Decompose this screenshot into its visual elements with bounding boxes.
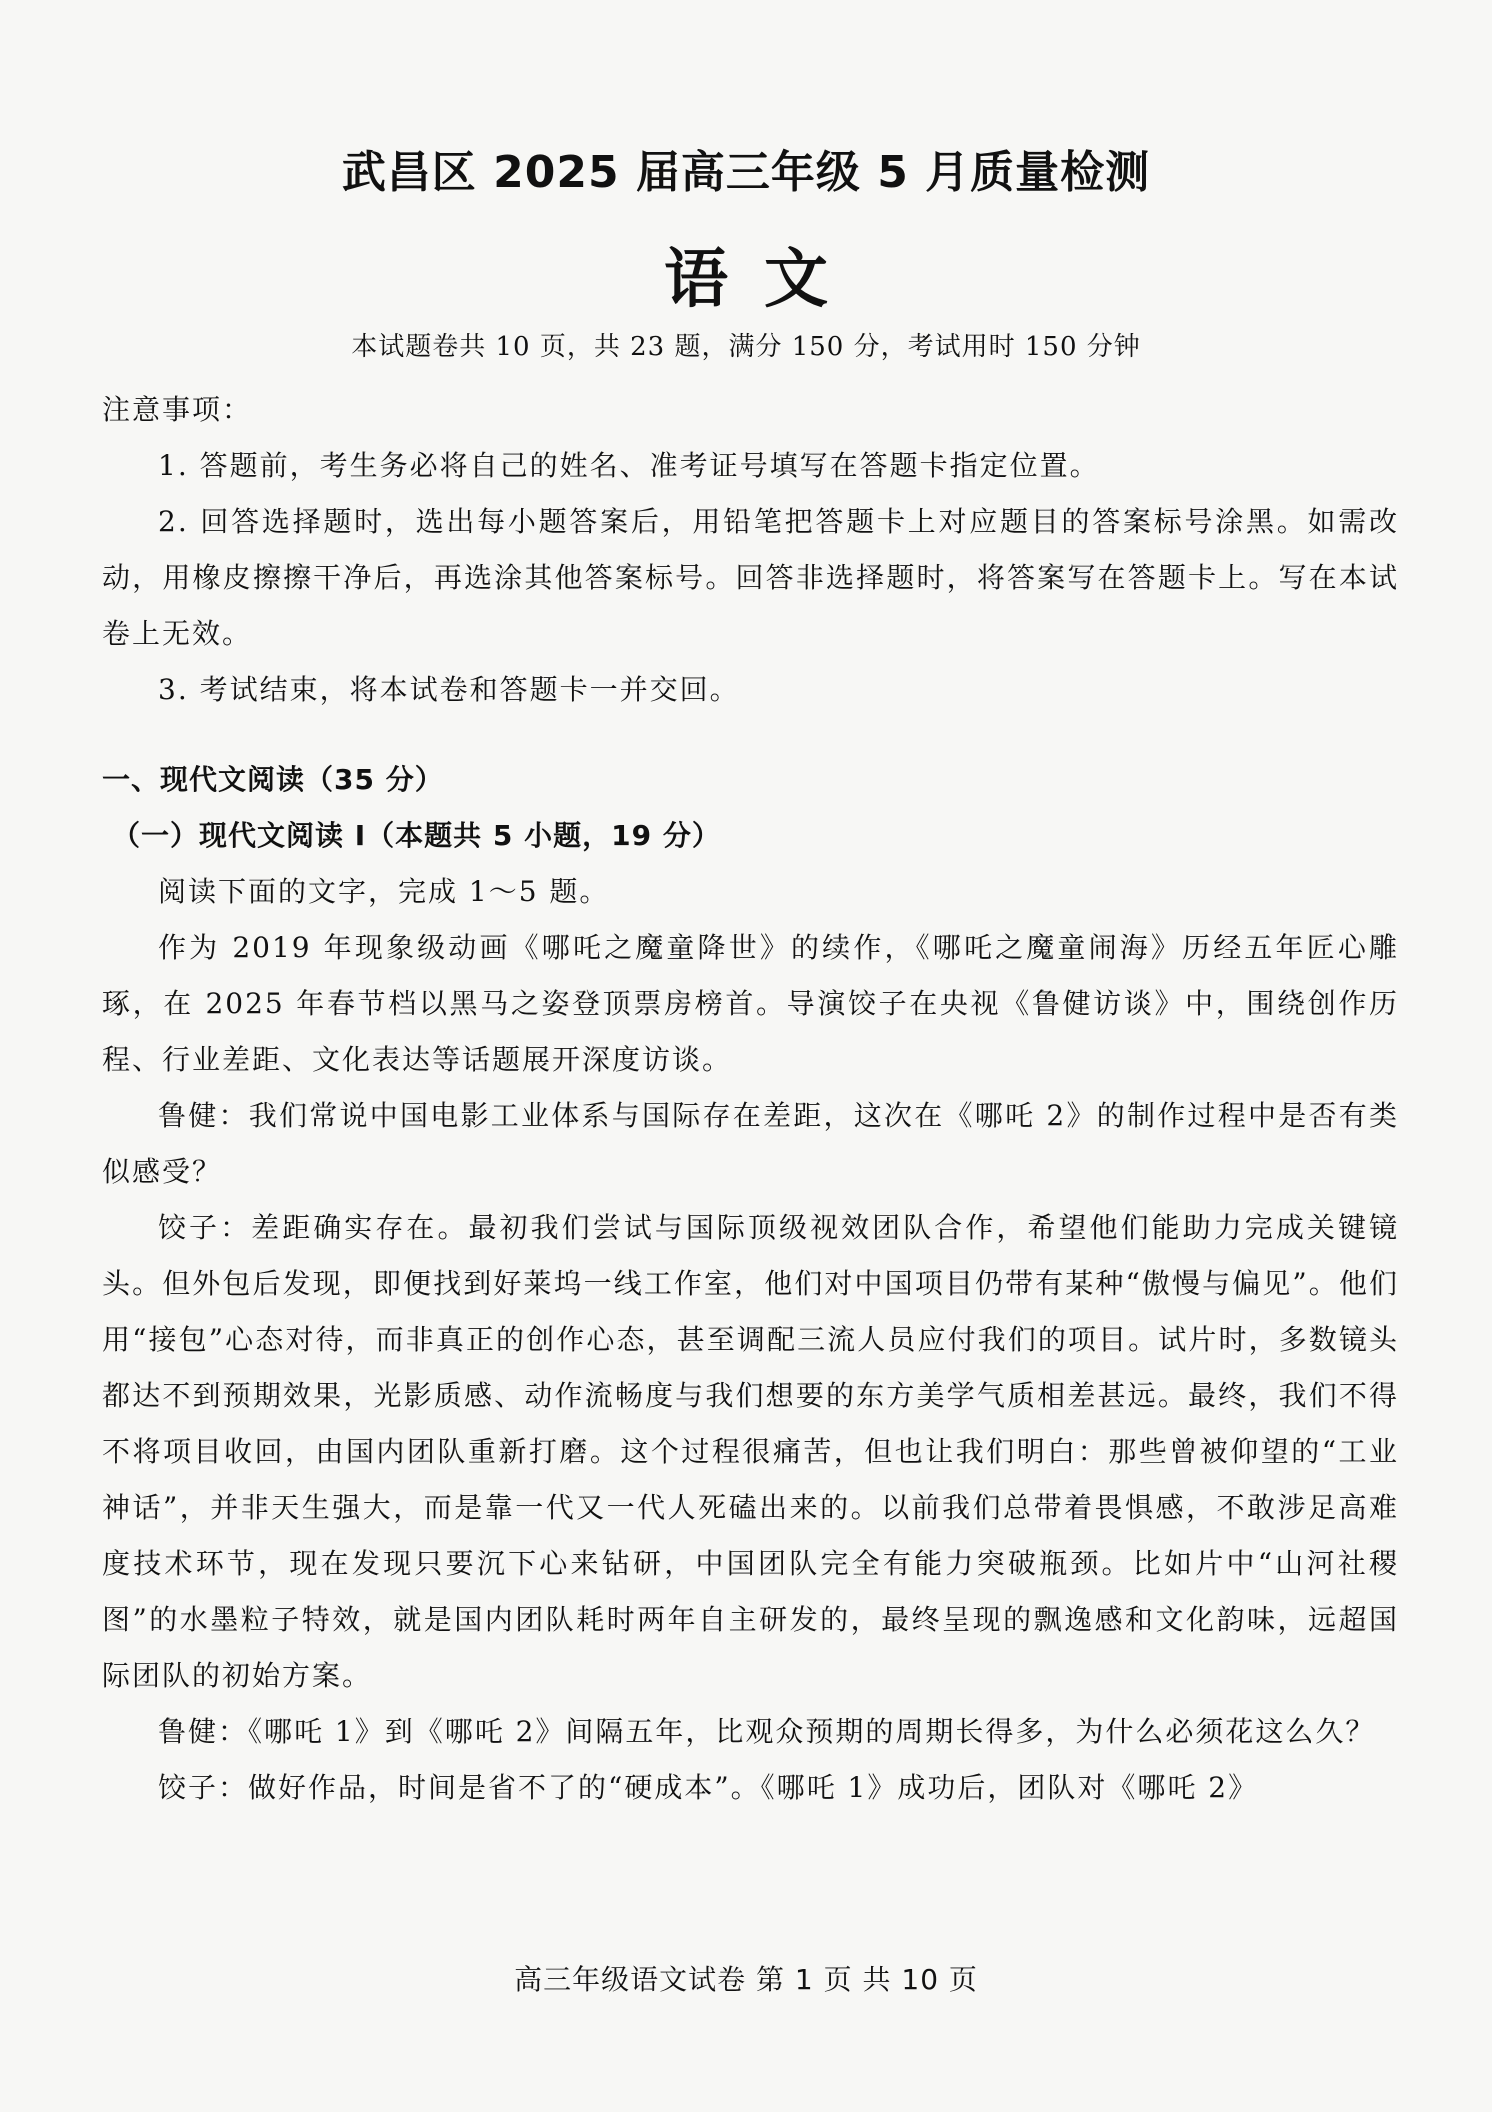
- notice-item-1: 1. 答题前，考生务必将自己的姓名、准考证号填写在答题卡指定位置。: [158, 449, 1100, 482]
- passage-paragraph-1: 作为 2019 年现象级动画《哪吒之魔童降世》的续作，《哪吒之魔童闹海》历经五年匠心雕琢，在 2025 年春节档以黑马之姿登顶票房榜首。导演饺子在央视《鲁健访谈》中，围绕创作历程、行业差距、文化表达等话题展开深度访谈。: [102, 931, 1399, 1076]
- notice-item-3: 3. 考试结束，将本试卷和答题卡一并交回。: [158, 673, 740, 706]
- passage-paragraph-5: 饺子：做好作品，时间是省不了的“硬成本”。《哪吒 1》成功后，团队对《哪吒 2》: [158, 1771, 1259, 1804]
- passage-paragraph-3: 饺子：差距确实存在。最初我们尝试与国际顶级视效团队合作，希望他们能助力完成关键镜头。但外包后发现，即便找到好莱坞一线工作室，他们对中国项目仍带有某种“傲慢与偏见”。他们用“接包”心态对待，而非真正的创作心态，甚至调配三流人员应付我们的项目。试片时，多数镜头都达不到预期效果，光影质感、动作流畅度与我们想要的东方美学气质相差甚远。最终，我们不得不将项目收回，由国内团队重新打磨。这个过程很痛苦，但也让我们明白：那些曾被仰望的“工业神话”，并非天生强大，而是靠一代又一代人死磕出来的。以前我们总带着畏惧感，不敢涉足高难度技术环节，现在发现只要沉下心来钻研，中国团队完全有能力突破瓶颈。比如片中“山河社稷图”的水墨粒子特效，就是国内团队耗时两年自主研发的，最终呈现的飘逸感和文化韵味，远超国际团队的初始方案。: [102, 1211, 1399, 1692]
- passage-paragraph-2: 鲁健：我们常说中国电影工业体系与国际存在差距，这次在《哪吒 2》的制作过程中是否有类似感受？: [102, 1099, 1399, 1188]
- notice-list: [102, 438, 1399, 718]
- section-spacer: [102, 718, 1399, 752]
- reading-instruction: 阅读下面的文字，完成 1～5 题。: [158, 875, 610, 908]
- section-heading: 一、现代文阅读（35 分）: [102, 763, 444, 796]
- exam-meta: 本试题卷共 10 页，共 23 题，满分 150 分，考试用时 150 分钟: [351, 332, 1141, 362]
- passage-paragraph-4: 鲁健：《哪吒 1》到《哪吒 2》间隔五年，比观众预期的周期长得多，为什么必须花这么久？: [158, 1715, 1376, 1748]
- subsection-heading: （一）现代文阅读 I（本题共 5 小题，19 分）: [112, 819, 721, 852]
- exam-content: [102, 382, 1399, 1816]
- notice-title: 注意事项：: [102, 393, 253, 426]
- page-footer: 高三年级语文试卷 第 1 页 共 10 页: [514, 1963, 978, 1996]
- notice-item-2: 2. 回答选择题时，选出每小题答案后，用铅笔把答题卡上对应题目的答案标号涂黑。如需改动，用橡皮擦擦干净后，再选涂其他答案标号。回答非选择题时，将答案写在答题卡上。写在本试卷上无效。: [102, 505, 1399, 650]
- exam-title: 武昌区 2025 届高三年级 5 月质量检测: [341, 147, 1151, 198]
- subject-title: 语文: [664, 243, 864, 317]
